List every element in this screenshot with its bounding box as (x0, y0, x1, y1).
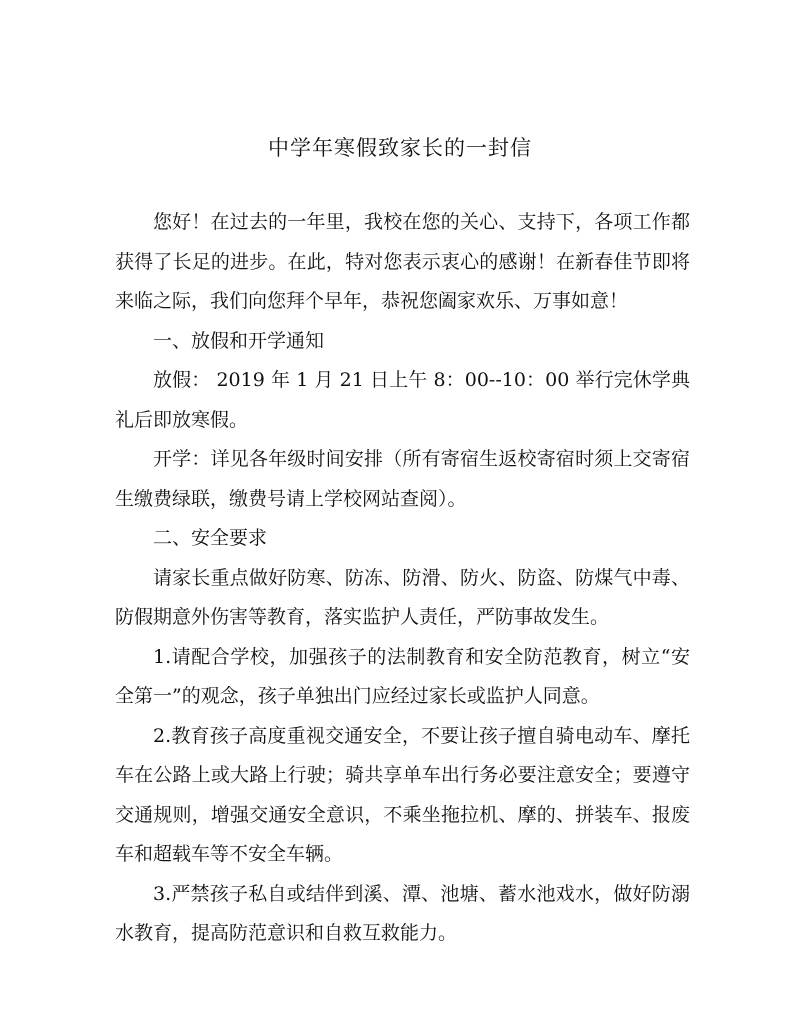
safety-item-2: 2.教育孩子高度重视交通安全，不要让孩子擅自骑电动车、摩托车在公路上或大路上行驶；骑共享单车出行务必要注意安全；要遵守交通规则，增强交通安全意识，不乘坐拖拉机、摩的、拼装车、报废车和超载车等不安全车辆。 (115, 724, 690, 865)
document-title: 中学年寒假致家长的一封信 (268, 136, 532, 160)
section-heading-safety: 二、安全要求 (153, 527, 268, 549)
school-start-paragraph: 开学：详见各年级时间安排（所有寄宿生返校寄宿时须上交寄宿生缴费绿联，缴费号请上学校网站查阅）。 (115, 448, 690, 510)
document-body (115, 203, 690, 954)
section-heading-holiday: 一、放假和开学通知 (153, 329, 325, 352)
safety-intro-paragraph: 请家长重点做好防寒、防冻、防滑、防火、防盗、防煤气中毒、防假期意外伤害等教育，落实监护人责任，严防事故发生。 (115, 566, 690, 628)
safety-item-3: 3.严禁孩子私自或结伴到溪、潭、池塘、蓄水池戏水，做好防溺水教育，提高防范意识和自救互救能力。 (115, 882, 690, 944)
greeting-paragraph: 您好！在过去的一年里，我校在您的关心、支持下，各项工作都获得了长足的进步。在此，特对您表示衷心的感谢！在新春佳节即将来临之际，我们向您拜个早年，恭祝您阖家欢乐、万事如意！ (115, 211, 690, 312)
safety-item-1: 1.请配合学校，加强孩子的法制教育和安全防范教育，树立“安全第一”的观念，孩子单独出门应经过家长或监护人同意。 (115, 645, 690, 707)
holiday-start-paragraph: 放假： 2019 年 1 月 21 日上午 8：00--10：00 举行完休学典礼后即放寒假。 (115, 369, 690, 431)
